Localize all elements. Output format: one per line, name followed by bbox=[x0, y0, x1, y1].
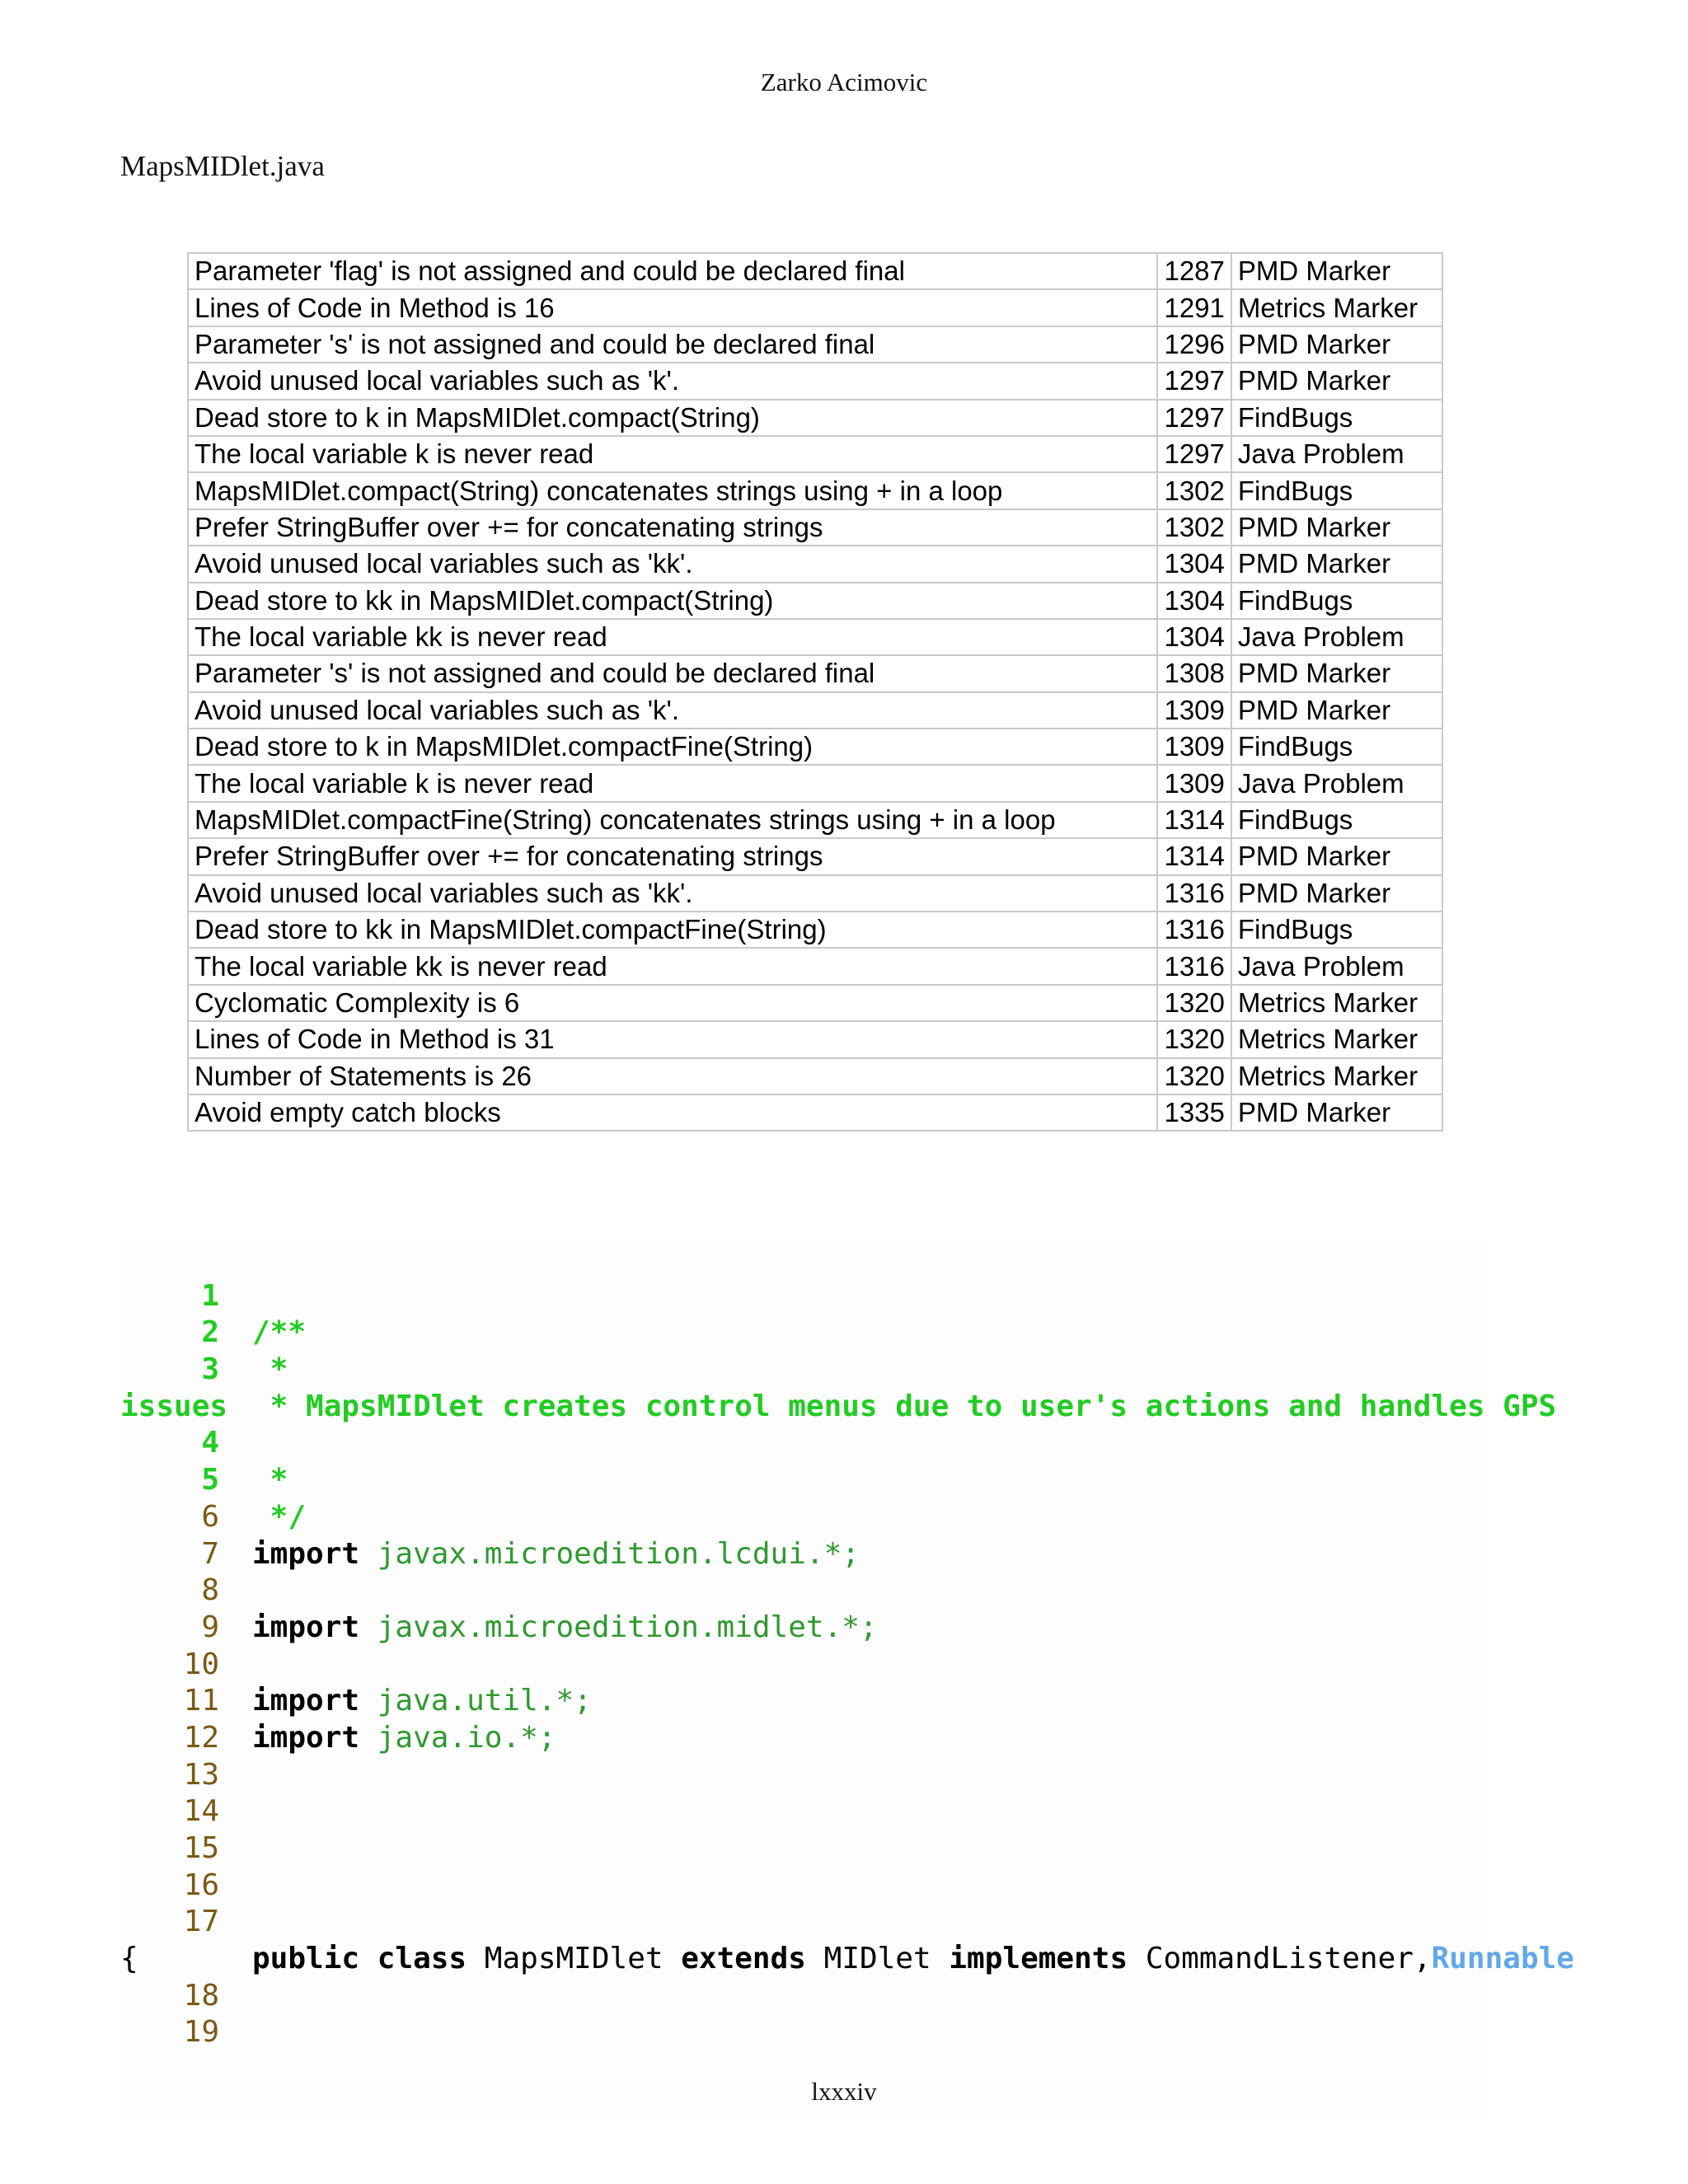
problem-row bbox=[188, 436, 1442, 472]
keyword-class: class bbox=[377, 1942, 467, 1976]
problem-source: Java Problem bbox=[1231, 619, 1442, 655]
problem-line-number: 1314 bbox=[1157, 802, 1231, 838]
class-name: MapsMIDlet bbox=[484, 1942, 663, 1976]
problem-line-number: 1316 bbox=[1157, 875, 1231, 912]
problem-line-number: 1320 bbox=[1157, 985, 1231, 1021]
problem-line-number: 1308 bbox=[1157, 655, 1231, 691]
keyword-import: import bbox=[252, 1720, 360, 1755]
problem-source: FindBugs bbox=[1231, 802, 1442, 838]
problem-line-number: 1309 bbox=[1157, 765, 1231, 801]
problem-row bbox=[188, 838, 1442, 874]
line-number: 16 bbox=[183, 1868, 219, 1902]
problem-description: Prefer StringBuffer over += for concatenating strings bbox=[188, 509, 1157, 546]
problem-source: FindBugs bbox=[1231, 472, 1442, 509]
problem-row bbox=[188, 985, 1442, 1021]
problem-source: FindBugs bbox=[1231, 400, 1442, 436]
problem-source: Metrics Marker bbox=[1231, 985, 1442, 1021]
interface-name-runnable: Runnable bbox=[1431, 1942, 1574, 1976]
problem-row bbox=[188, 875, 1442, 912]
problem-line-number: 1297 bbox=[1157, 363, 1231, 399]
problem-row bbox=[188, 729, 1442, 765]
problem-source: PMD Marker bbox=[1231, 253, 1442, 289]
problem-source: FindBugs bbox=[1231, 912, 1442, 948]
problem-description: Dead store to k in MapsMIDlet.compact(String) bbox=[188, 400, 1157, 436]
problem-source: FindBugs bbox=[1231, 729, 1442, 765]
line-number: 2 bbox=[201, 1315, 219, 1350]
code-line bbox=[120, 1941, 1489, 2013]
problem-line-number: 1316 bbox=[1157, 912, 1231, 948]
problem-source: Metrics Marker bbox=[1231, 1058, 1442, 1094]
doc-comment: * MapsMIDlet creates control menus due to user's actions and handles GPS bbox=[252, 1389, 1557, 1423]
problem-row bbox=[188, 509, 1442, 546]
problem-source: PMD Marker bbox=[1231, 509, 1442, 546]
line-number: 8 bbox=[201, 1573, 219, 1608]
problem-row bbox=[188, 363, 1442, 399]
problem-source: PMD Marker bbox=[1231, 838, 1442, 874]
problem-line-number: 1320 bbox=[1157, 1058, 1231, 1094]
problem-source: PMD Marker bbox=[1231, 655, 1442, 691]
code-listing bbox=[120, 1241, 1574, 2115]
problem-description: The local variable k is never read bbox=[188, 436, 1157, 472]
problem-line-number: 1304 bbox=[1157, 546, 1231, 582]
superclass-name: MIDlet bbox=[823, 1942, 931, 1976]
problem-source: PMD Marker bbox=[1231, 692, 1442, 729]
problem-row bbox=[188, 472, 1442, 509]
problem-line-number: 1291 bbox=[1157, 289, 1231, 326]
line-number: 19 bbox=[183, 2015, 219, 2050]
package-name: javax.microedition.midlet.*; bbox=[377, 1610, 878, 1644]
interface-name: CommandListener, bbox=[1145, 1942, 1432, 1976]
code-line bbox=[120, 1278, 1489, 1387]
problem-description: Dead store to kk in MapsMIDlet.compactFine(String) bbox=[188, 912, 1157, 948]
problem-description: Lines of Code in Method is 31 bbox=[188, 1021, 1157, 1057]
problem-row bbox=[188, 1058, 1442, 1094]
problem-description: The local variable k is never read bbox=[188, 765, 1157, 801]
problem-description: The local variable kk is never read bbox=[188, 619, 1157, 655]
problem-description: Avoid unused local variables such as 'k'. bbox=[188, 692, 1157, 729]
problem-description: Lines of Code in Method is 16 bbox=[188, 289, 1157, 326]
file-title: MapsMIDlet.java bbox=[120, 150, 325, 182]
code-line bbox=[120, 1757, 1489, 1829]
problem-source: PMD Marker bbox=[1231, 546, 1442, 582]
problem-line-number: 1302 bbox=[1157, 472, 1231, 509]
problem-line-number: 1297 bbox=[1157, 400, 1231, 436]
problem-description: Parameter 'flag' is not assigned and could be declared final bbox=[188, 253, 1157, 289]
problem-source: Java Problem bbox=[1231, 436, 1442, 472]
line-number: 1 bbox=[201, 1278, 219, 1313]
line-number: 6 bbox=[201, 1499, 219, 1534]
doc-comment: * bbox=[252, 1463, 288, 1497]
page-number: lxxxiv bbox=[811, 2077, 877, 2106]
code-line bbox=[120, 1241, 1489, 1350]
problem-source: Metrics Marker bbox=[1231, 289, 1442, 326]
open-brace: { bbox=[120, 1942, 138, 1976]
problem-line-number: 1316 bbox=[1157, 948, 1231, 984]
code-line bbox=[120, 1425, 1489, 1534]
problem-source: Java Problem bbox=[1231, 765, 1442, 801]
problem-row bbox=[188, 948, 1442, 984]
keyword-import: import bbox=[252, 1610, 360, 1644]
problem-row bbox=[188, 253, 1442, 289]
page-header-author: Zarko Acimovic bbox=[760, 68, 928, 96]
problem-row bbox=[188, 912, 1442, 948]
code-line bbox=[120, 1793, 1489, 1866]
line-number: 5 bbox=[201, 1463, 219, 1497]
doc-comment: */ bbox=[252, 1499, 307, 1534]
problem-source: PMD Marker bbox=[1231, 875, 1442, 912]
package-name: java.util.*; bbox=[377, 1684, 592, 1718]
problem-description: Dead store to kk in MapsMIDlet.compact(String) bbox=[188, 583, 1157, 619]
problem-row bbox=[188, 765, 1442, 801]
problem-line-number: 1287 bbox=[1157, 253, 1231, 289]
problem-source: PMD Marker bbox=[1231, 1094, 1442, 1131]
problem-row bbox=[188, 326, 1442, 363]
keyword-import: import bbox=[252, 1684, 360, 1718]
problem-description: Parameter 's' is not assigned and could be declared final bbox=[188, 326, 1157, 363]
code-line bbox=[120, 1830, 1489, 1902]
problem-row bbox=[188, 400, 1442, 436]
keyword-extends: extends bbox=[681, 1942, 806, 1976]
problem-description: Dead store to k in MapsMIDlet.compactFine(String) bbox=[188, 729, 1157, 765]
problem-line-number: 1309 bbox=[1157, 729, 1231, 765]
problem-description: The local variable kk is never read bbox=[188, 948, 1157, 984]
problem-row bbox=[188, 655, 1442, 691]
problem-description: Avoid unused local variables such as 'kk'. bbox=[188, 875, 1157, 912]
line-number: 12 bbox=[183, 1720, 219, 1755]
problem-line-number: 1335 bbox=[1157, 1094, 1231, 1131]
problem-row bbox=[188, 1094, 1442, 1131]
problem-row bbox=[188, 802, 1442, 838]
problem-description: Avoid unused local variables such as 'kk'. bbox=[188, 546, 1157, 582]
problem-description: Avoid unused local variables such as 'k'. bbox=[188, 363, 1157, 399]
problem-row bbox=[188, 692, 1442, 729]
code-line bbox=[120, 1720, 1489, 1792]
problem-line-number: 1297 bbox=[1157, 436, 1231, 472]
problem-description: Parameter 's' is not assigned and could be declared final bbox=[188, 655, 1157, 691]
line-number: 3 bbox=[201, 1352, 219, 1387]
problem-description: Cyclomatic Complexity is 6 bbox=[188, 985, 1157, 1021]
problem-description: Number of Statements is 26 bbox=[188, 1058, 1157, 1094]
line-number: 4 bbox=[201, 1426, 219, 1460]
problem-line-number: 1314 bbox=[1157, 838, 1231, 874]
code-line bbox=[120, 1389, 1489, 1497]
problem-description: MapsMIDlet.compact(String) concatenates strings using + in a loop bbox=[188, 472, 1157, 509]
code-line bbox=[120, 1536, 1489, 1644]
line-number: 15 bbox=[183, 1831, 219, 1866]
line-number: 11 bbox=[183, 1684, 219, 1718]
problem-row bbox=[188, 1021, 1442, 1057]
problem-source: Metrics Marker bbox=[1231, 1021, 1442, 1057]
problem-source: FindBugs bbox=[1231, 583, 1442, 619]
doc-comment: /** bbox=[252, 1315, 307, 1350]
problem-line-number: 1309 bbox=[1157, 692, 1231, 729]
problem-source: PMD Marker bbox=[1231, 363, 1442, 399]
line-number: 7 bbox=[201, 1536, 219, 1571]
doc-comment: * bbox=[252, 1352, 288, 1387]
problem-row bbox=[188, 583, 1442, 619]
code-line bbox=[120, 1868, 1574, 1976]
line-number: 9 bbox=[201, 1610, 219, 1644]
package-name: java.io.*; bbox=[377, 1720, 556, 1755]
line-number: 14 bbox=[183, 1794, 219, 1829]
line-number: 17 bbox=[183, 1905, 219, 1939]
line-number: 10 bbox=[183, 1647, 219, 1681]
problem-description: MapsMIDlet.compactFine(String) concatenates strings using + in a loop bbox=[188, 802, 1157, 838]
problems-table bbox=[187, 252, 1443, 1132]
problem-row bbox=[188, 546, 1442, 582]
code-line bbox=[120, 1462, 1489, 1571]
keyword-implements: implements bbox=[949, 1942, 1128, 1976]
code-line bbox=[120, 1978, 1489, 2050]
problem-row bbox=[188, 619, 1442, 655]
problem-description: Avoid empty catch blocks bbox=[188, 1094, 1157, 1131]
keyword-import: import bbox=[252, 1536, 360, 1571]
problem-line-number: 1320 bbox=[1157, 1021, 1231, 1057]
problem-description: Prefer StringBuffer over += for concatenating strings bbox=[188, 838, 1157, 874]
problem-source: PMD Marker bbox=[1231, 326, 1442, 363]
problem-line-number: 1296 bbox=[1157, 326, 1231, 363]
problem-line-number: 1302 bbox=[1157, 509, 1231, 546]
problem-line-number: 1304 bbox=[1157, 583, 1231, 619]
problem-source: Java Problem bbox=[1231, 948, 1442, 984]
keyword-public: public bbox=[252, 1942, 360, 1976]
problem-row bbox=[188, 289, 1442, 326]
line-number: 18 bbox=[183, 1978, 219, 2013]
doc-comment-wrap: issues bbox=[120, 1389, 228, 1423]
line-number: 13 bbox=[183, 1757, 219, 1792]
package-name: javax.microedition.lcdui.*; bbox=[377, 1536, 860, 1571]
problem-line-number: 1304 bbox=[1157, 619, 1231, 655]
problems-table-body bbox=[188, 253, 1442, 1131]
